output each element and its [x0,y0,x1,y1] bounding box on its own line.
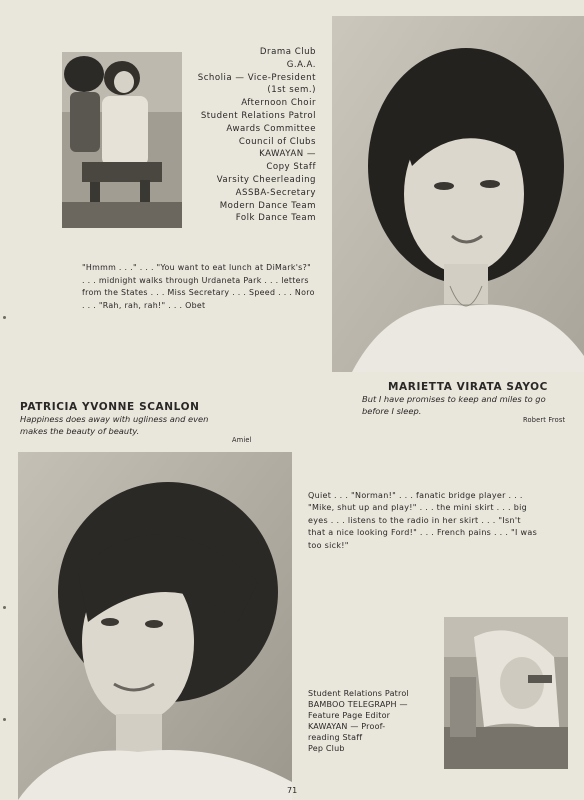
activity-item: Council of Clubs [238,136,316,147]
activity-item: Student Relations Patrol [308,689,409,698]
portrait-patricia [18,452,292,800]
activities-list-patricia [308,688,438,754]
binding-mark [3,718,6,721]
motto-line: But I have promises to keep and miles to go [362,394,546,404]
activity-item: (1st sem.) [267,85,316,96]
activity-item: ASSBA-Secretary [235,187,316,198]
candid-photo-bottom [444,617,568,769]
activity-item: Copy Staff [266,162,316,173]
activity-item: Modern Dance Team [219,200,316,211]
portrait-marietta [332,16,584,372]
activity-item: Pep Club [308,744,345,753]
motto-line: Happiness does away with ugliness and even [20,414,209,424]
activity-item: Afternoon Choir [241,98,316,109]
quote-line: that a nice looking Ford!" . . . French pains . . . "I was [308,528,538,538]
quote-line: from the States . . . Miss Secretary . . . Speed . . . Noro [82,288,315,298]
binding-mark [3,606,6,609]
quote-line: "Mike, shut up and play!" . . . the mini skirt . . . big [308,503,528,513]
activity-item: Drama Club [259,47,316,57]
activity-item: KAWAYAN — Proof- [308,722,386,731]
motto-line: before I sleep. [362,406,422,416]
quote-line: . . . "Rah, rah, rah!" . . . Obet [82,300,206,310]
activity-item: Varsity Cheerleading [216,174,316,185]
activity-item: BAMBOO TELEGRAPH — [308,700,408,709]
activity-item: KAWAYAN — [259,149,316,160]
binding-mark [3,316,6,319]
activity-item: Folk Dance Team [235,213,316,224]
activity-item: Scholia — Vice-President [197,72,316,83]
activity-item: Student Relations Patrol [200,110,316,121]
quote-block-patricia [308,490,554,552]
page-number: 71 [287,786,298,795]
quote-line: eyes . . . listens to the radio in her skirt . . . "Isn't [308,515,521,525]
activities-list-top [186,46,316,225]
activity-item: Feature Page Editor [308,711,391,720]
student-name-patricia: PATRICIA YVONNE SCANLON [20,401,200,413]
quote-block-top [82,262,322,312]
motto-line: makes the beauty of beauty. [20,426,140,436]
candid-photo-top [62,52,182,228]
activity-item: G.A.A. [286,59,316,70]
motto-marietta [362,393,582,417]
quote-line: Quiet . . . "Norman!" . . . fanatic bridge player . . . [308,491,523,500]
attribution-patricia: Amiel [232,436,252,444]
quote-line: too sick!" [308,540,349,550]
quote-line: . . . midnight walks through Urdaneta Park . . . letters [82,275,309,285]
activity-item: reading Staff [308,733,363,742]
student-name-marietta: MARIETTA VIRATA SAYOC [388,381,548,393]
attribution-marietta: Robert Frost [523,416,566,424]
motto-patricia [20,413,260,437]
quote-line: "Hmmm . . ." . . . "You want to eat lunch at DiMark's?" [82,263,312,272]
activity-item: Awards Committee [226,123,316,134]
